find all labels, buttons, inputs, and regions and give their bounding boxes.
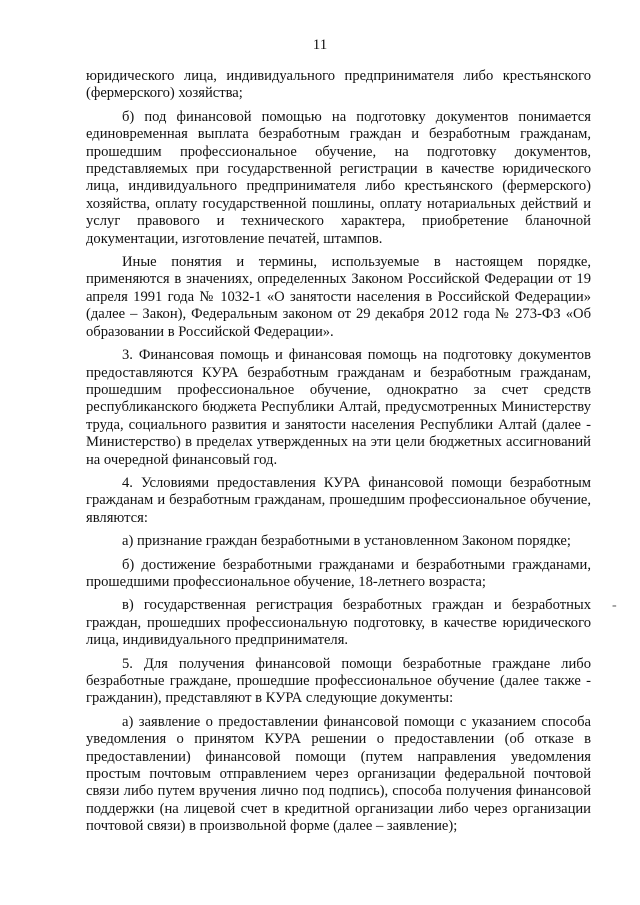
page-number: 11 [312,37,328,53]
scan-mark: - [612,598,617,613]
paragraph-1: юридического лица, индивидуального предпринимателя либо крестьянского (фермерского) хозяйства; [86,68,591,102]
paragraph-4: 3. Финансовая помощь и финансовая помощь на подготовку документов предоставляются КУРА безработным гражданам и безработным гражданам, прошедшим профессиональное обучение, однократно за счет средств республиканского бюджета Республики Алтай, предусмотренных Министерству труда, социального развития и занятости населения Республики Алтай (далее - Министерство) в пределах утвержденных на эти цели бюджетных ассигнований на очередной финансовый год. [86,347,591,468]
document-body [86,68,591,842]
paragraph-10: а) заявление о предоставлении финансовой помощи с указанием способа уведомления о принятом КУРА решении о предоставлении (об отказе в предоставлении) финансовой помощи (путем направления уведомления простым почтовым отправлением через организации федеральной почтовой связи либо путем вручения лично под подпись), способа получения финансовой поддержки (на лицевой счет в кредитной организации либо через организации почтовой связи) в произвольной форме (далее – заявление); [86,713,591,835]
paragraph-5: 4. Условиями предоставления КУРА финансовой помощи безработным гражданам и безработным гражданам, прошедшим профессиональное обучение, являются: [86,474,591,526]
paragraph-2: б) под финансовой помощью на подготовку документов понимается единовременная выплата безработным граждан и безработным гражданам, прошедшим профессиональное обучение, на подготовку документов, представляемых при государственной регистрации в качестве юридического лица, индивидуального предпринимателя либо крестьянского (фермерского) хозяйства, оплату государственной пошлины, оплату нотариальных действий и услуг правового и технического характера, приобретение бланочной документации, изготовление печатей, штампов. [86,108,591,247]
paragraph-8: в) государственная регистрация безработных граждан и безработных граждан, прошедших профессиональную подготовку, в качестве юридического лица, индивидуального предпринимателя. [86,597,591,649]
paragraph-3: Иные понятия и термины, используемые в настоящем порядке, применяются в значениях, определенных Законом Российской Федерации от 19 апреля 1991 года № 1032-1 «О занятости населения в Российской Федерации» (далее – Закон), Федеральным законом от 29 декабря 2012 года № 273-ФЗ «Об образовании в Российской Федерации». [86,254,591,340]
paragraph-9: 5. Для получения финансовой помощи безработные граждане либо безработные граждане, прошедшие профессиональное обучение (далее также - гражданин), представляют в КУРА следующие документы: [86,655,591,707]
paragraph-6: а) признание граждан безработными в установленном Законом порядке; [122,533,571,550]
paragraph-7: б) достижение безработными гражданами и безработными гражданами, прошедшими профессиональное обучение, 18-летнего возраста; [86,556,591,590]
